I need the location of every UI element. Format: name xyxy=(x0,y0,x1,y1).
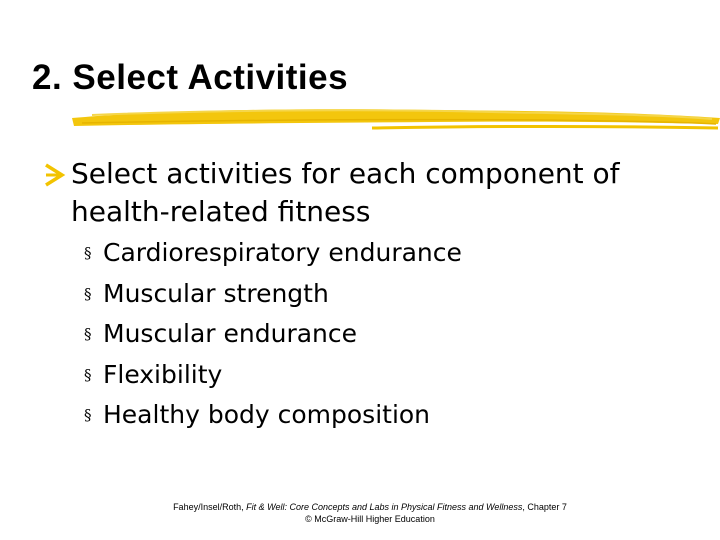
citation-book-title: Fit & Well: Core Concepts and Labs in Physical Fitness and Wellness xyxy=(246,502,523,512)
sub-bullet-item xyxy=(84,395,462,436)
arrow-bullet-icon xyxy=(44,155,70,193)
citation-chapter: , Chapter 7 xyxy=(522,502,567,512)
sub-bullet-label: Muscular strength xyxy=(103,278,329,308)
sub-bullet-item xyxy=(84,233,462,274)
sub-bullet-item xyxy=(84,314,462,355)
section-sign-bullet-icon: § xyxy=(84,365,92,384)
slide-footer xyxy=(100,501,640,525)
sub-bullet-label: Muscular endurance xyxy=(103,319,358,348)
slide-title: 2. Select Activities xyxy=(32,58,349,97)
title-underline-brushstroke xyxy=(72,104,720,132)
sub-bullet-list xyxy=(84,233,462,436)
copyright-line: © McGraw-Hill Higher Education xyxy=(305,514,435,524)
sub-bullet-label: Flexibility xyxy=(103,359,223,389)
sub-bullet-item xyxy=(84,355,462,396)
section-sign-bullet-icon: § xyxy=(84,325,92,343)
section-sign-bullet-icon: § xyxy=(84,284,92,303)
sub-bullet-label: Healthy body composition xyxy=(103,400,431,429)
section-sign-bullet-icon: § xyxy=(84,406,92,424)
main-bullet xyxy=(44,155,684,231)
section-sign-bullet-icon: § xyxy=(84,244,92,262)
main-bullet-text: Select activities for each component of health-related fitness xyxy=(71,157,620,228)
citation-line xyxy=(100,501,640,513)
citation-authors: Fahey/Insel/Roth, xyxy=(173,502,247,512)
sub-bullet-item xyxy=(84,274,462,315)
sub-bullet-label: Cardiorespiratory endurance xyxy=(103,238,462,267)
